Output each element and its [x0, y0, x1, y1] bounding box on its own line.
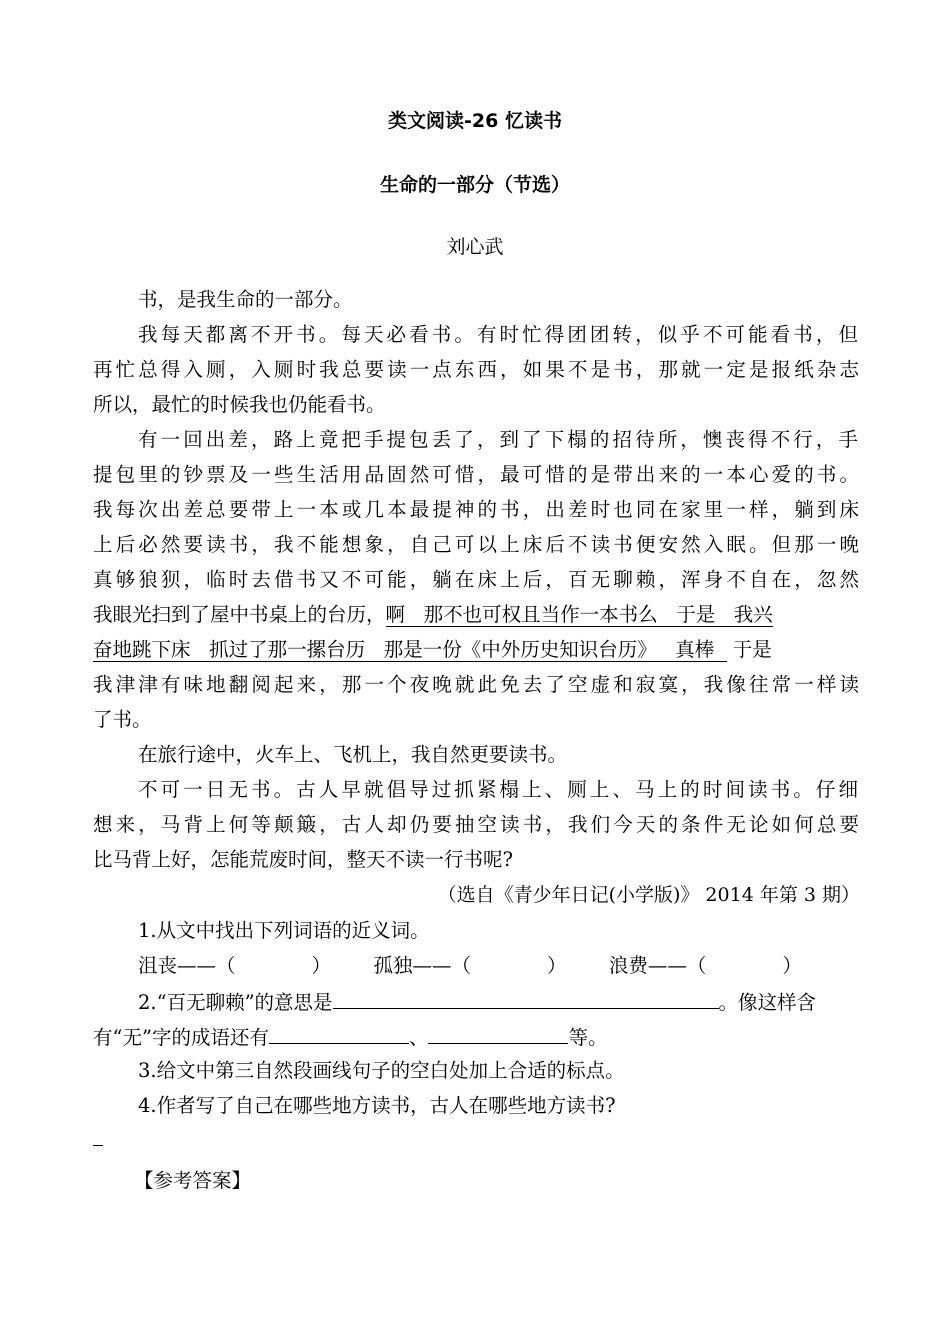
- question-3: 3.给文中第三自然段画线句子的空白处加上合适的标点。: [138, 1059, 625, 1082]
- q2-idiom-prompt: 有“无”字的成语还有: [93, 1026, 269, 1049]
- question-4: 4.作者写了自己在哪些地方读书，古人在哪些地方读书?: [138, 1094, 616, 1117]
- paragraph-1: 书，是我生命的一部分。: [138, 288, 353, 311]
- question-2-line-1: [138, 988, 860, 1014]
- question-2-line-2: [93, 1023, 859, 1049]
- q2-separator: 、: [408, 1026, 429, 1049]
- paragraph-3-line-1: 有一回出差，路上竟把手提包丢了，到了下榻的招待所，懊丧得不行，手: [138, 428, 858, 451]
- paragraph-3-line-6: [93, 602, 859, 628]
- paragraph-2-line-3: 所以，最忙的时候我也仍能看书。: [93, 393, 386, 416]
- q1-word-1: 沮丧——（: [138, 954, 236, 977]
- q2-idiom-blank-1[interactable]: [269, 1023, 409, 1044]
- paragraph-3-line-4: 上后必然要读书，我不能想象，自己可以上床后不读书便安然入眠。但那一晚: [93, 533, 859, 556]
- paragraph-5-line-2: 想来，马背上何等颠簸，古人却仍要抽空读书，我们今天的条件无论如何总要: [93, 813, 859, 836]
- paragraph-3-line-7: [93, 637, 859, 663]
- paragraph-5-line-1: 不可一日无书。古人早就倡导过抓紧榻上、厕上、马上的时间读书。仔细: [138, 778, 858, 801]
- underlined-sentence-part-2: 奋地跳下床 抓过了那一摞台历 那是一份《中外历史知识台历》 真棒: [93, 638, 727, 661]
- paragraph-2-line-1: 我每天都离不开书。每天必看书。有时忙得团团转，似乎不可能看书，但: [138, 323, 858, 346]
- series-title: 类文阅读-26 忆读书: [388, 110, 562, 132]
- paragraph-3-line-6-plain: 我眼光扫到了屋中书桌上的台历，: [93, 603, 386, 626]
- paragraph-3-line-8: 我津津有味地翻阅起来，那一个夜晚就此免去了空虚和寂寞，我像往常一样读: [93, 673, 859, 696]
- source-citation: （选自《青少年日记(小学版)》 2014 年第 3 期）: [437, 884, 860, 906]
- answer-heading: 【参考答案】: [134, 1169, 252, 1192]
- q2-continue: 。像这样含: [718, 991, 817, 1014]
- author-name: 刘心武: [446, 236, 504, 258]
- question-1-words: [138, 953, 858, 979]
- paragraph-3-line-3: 我每次出差总要带上一本或几本最提神的书，出差时也同在家里一样，躺到床: [93, 498, 859, 521]
- q1-word-2: 孤独——（: [373, 954, 471, 977]
- q1-word-1-close: ）: [311, 954, 332, 977]
- q1-word-2-close: ）: [546, 954, 567, 977]
- q2-idiom-blank-2[interactable]: [428, 1023, 568, 1044]
- paragraph-5-line-3: 比马背上好，怎能荒废时间，整天不读一行书呢?: [93, 848, 513, 871]
- q2-prompt: 2.“百无聊赖”的意思是: [138, 991, 333, 1014]
- paragraph-3-line-9: 了书。: [93, 708, 152, 731]
- underlined-sentence-part-1: 啊 那不也可权且当作一本书么 于是 我兴: [385, 603, 773, 626]
- q1-word-3: 浪费——（: [608, 954, 707, 977]
- paragraph-3-line-7-plain: 于是: [732, 638, 772, 661]
- paragraph-4: 在旅行途中，火车上、飞机上，我自然更要读书。: [138, 743, 568, 766]
- paragraph-3-line-2: 提包里的钞票及一些生活用品固然可惜，最可惜的是带出来的一本心爱的书。: [93, 463, 859, 486]
- question-1: 1.从文中找出下列词语的近义词。: [138, 919, 430, 942]
- paragraph-2-line-2: 再忙总得入厕，入厕时我总要读一点东西，如果不是书，那就一定是报纸杂志: [93, 358, 859, 381]
- q2-end: 等。: [568, 1026, 608, 1049]
- paragraph-3-line-5: 真够狼狈，临时去借书又不可能，躺在床上后，百无聊赖，浑身不自在，忽然: [93, 568, 859, 591]
- q1-word-3-close: ）: [782, 954, 802, 977]
- q2-meaning-blank[interactable]: [333, 988, 719, 1009]
- answer-line-mark: [93, 1145, 103, 1146]
- article-title: 生命的一部分（节选）: [379, 174, 570, 196]
